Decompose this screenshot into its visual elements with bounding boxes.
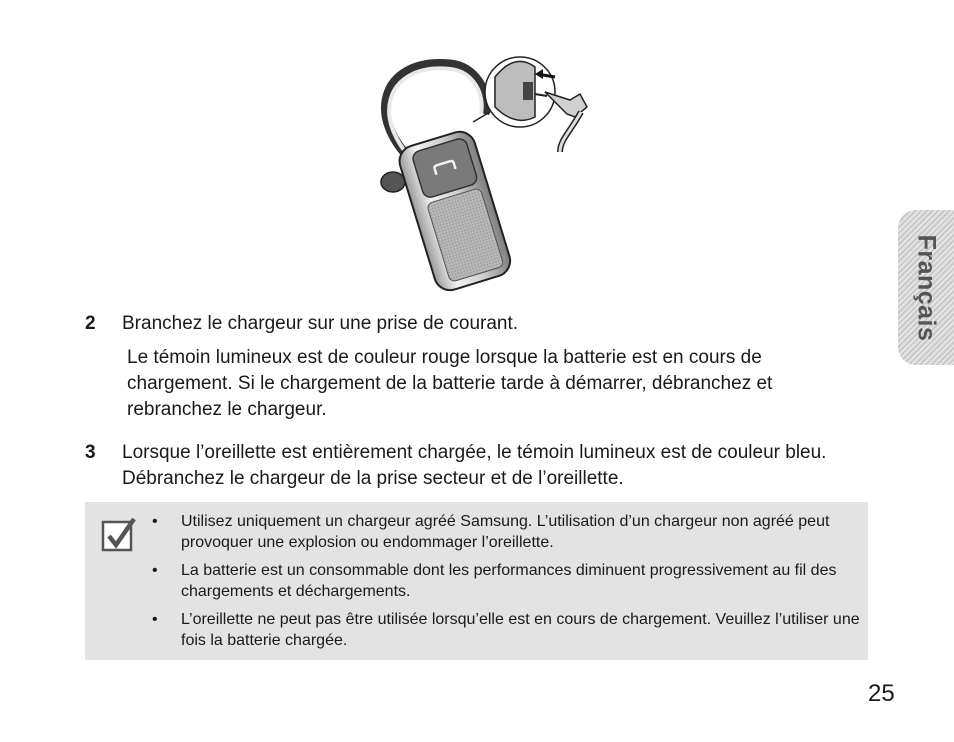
step-text: Branchez le chargeur sur une prise de courant. <box>122 313 519 334</box>
note-item <box>152 511 862 553</box>
checkbox-icon <box>101 516 139 554</box>
language-tab <box>898 210 954 365</box>
note-item <box>152 560 862 602</box>
bullet: • <box>152 513 158 530</box>
note-box <box>85 502 868 660</box>
step-number: 2 <box>85 313 96 334</box>
note-item-text: L’oreillette ne peut pas être utilisée lorsqu’elle est en cours de chargement. Veuillez l’utiliser une fois la batterie chargée. <box>181 611 860 649</box>
step-text: Lorsque l’oreillette est entièrement chargée, le témoin lumineux est de couleur bleu. Débranchez le chargeur de la prise secteur et de l’oreillette. <box>122 442 827 489</box>
note-item-text: La batterie est un consommable dont les performances diminuent progressivement au fil des chargements et déchargements. <box>181 562 837 600</box>
step-2-detail: Le témoin lumineux est de couleur rouge lorsque la batterie est en cours de chargement. Si le chargement de la batterie tarde à démarrer, débranchez et rebranchez le chargeur. <box>127 347 773 420</box>
bullet: • <box>152 611 158 628</box>
language-tab-label: Français <box>912 234 941 341</box>
step-number: 3 <box>85 442 96 463</box>
note-list <box>152 511 862 658</box>
note-item-text: Utilisez uniquement un chargeur agréé Samsung. L’utilisation d’un chargeur non agréé peut provoquer une explosion ou endommager l’oreillette. <box>181 513 830 551</box>
note-item <box>152 609 862 651</box>
bullet: • <box>152 562 158 579</box>
headset-charging-illustration <box>355 52 605 292</box>
page-number: 25 <box>868 680 895 707</box>
